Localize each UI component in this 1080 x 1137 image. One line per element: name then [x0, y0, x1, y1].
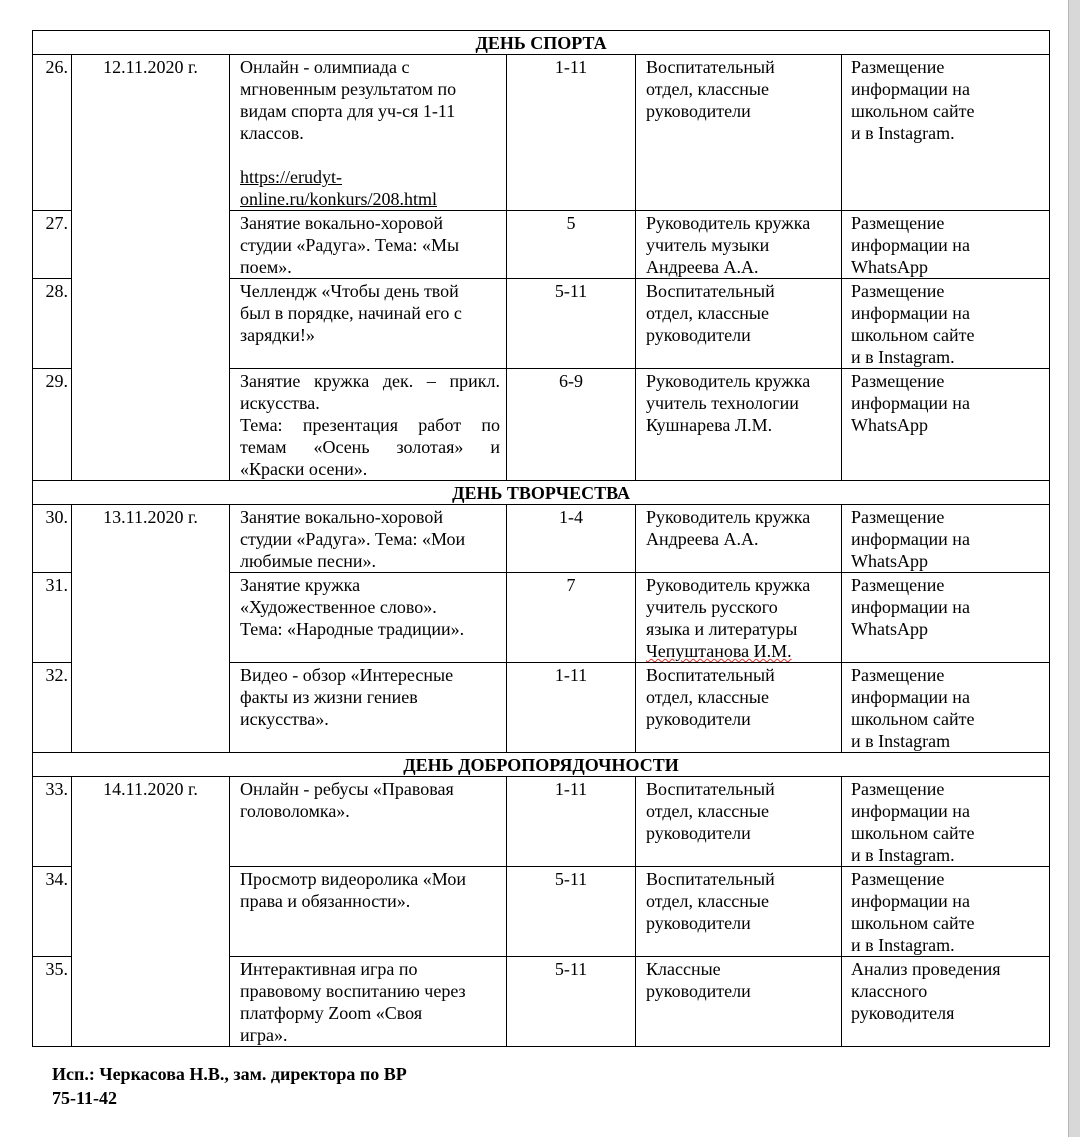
section-header-row — [33, 481, 1050, 505]
output-cell: Размещение информации на школьном сайте и в Instagram — [842, 663, 1050, 753]
responsible-cell: Воспитательный отдел, классные руководители — [636, 867, 842, 957]
section-title: ДЕНЬ ДОБРОПОРЯДОЧНОСТИ — [33, 753, 1050, 777]
grade-cell: 1-11 — [507, 663, 636, 753]
grade-cell: 5-11 — [507, 957, 636, 1047]
row-number: 30. — [33, 505, 72, 573]
events-table — [32, 30, 1050, 1047]
executor-line: Исп.: Черкасова Н.В., зам. директора по ВР — [52, 1064, 407, 1084]
table-row — [33, 55, 1050, 211]
grade-cell: 5-11 — [507, 279, 636, 369]
output-cell: Размещение информации на WhatsApp — [842, 211, 1050, 279]
row-number: 31. — [33, 573, 72, 663]
event-description: Челлендж «Чтобы день твой был в порядке, начинай его с зарядки!» — [230, 279, 507, 369]
row-number: 35. — [33, 957, 72, 1047]
responsible-cell: Воспитательный отдел, классные руководители — [636, 663, 842, 753]
table-row — [33, 777, 1050, 867]
responsible-name: Чепуштанова И.М. — [646, 641, 792, 661]
event-date: 13.11.2020 г. — [72, 505, 230, 753]
event-description: Онлайн - ребусы «Правовая головоломка». — [230, 777, 507, 867]
phone-line: 75-11-42 — [52, 1088, 117, 1108]
responsible-cell: Руководитель кружка учитель музыки Андреева А.А. — [636, 211, 842, 279]
section-header-row — [33, 753, 1050, 777]
output-cell: Размещение информации на школьном сайте и в Instagram. — [842, 279, 1050, 369]
row-number: 34. — [33, 867, 72, 957]
grade-cell: 6-9 — [507, 369, 636, 481]
event-description: Онлайн - олимпиада с мгновенным результатом по видам спорта для уч-ся 1-11 классов. — [240, 57, 457, 143]
output-cell: Размещение информации на WhatsApp — [842, 369, 1050, 481]
table-row — [33, 505, 1050, 573]
row-number: 26. — [33, 55, 72, 211]
row-number: 29. — [33, 369, 72, 481]
section-title: ДЕНЬ ТВОРЧЕСТВА — [33, 481, 1050, 505]
grade-cell: 1-11 — [507, 55, 636, 211]
grade-cell: 7 — [507, 573, 636, 663]
section-header-row — [33, 31, 1050, 55]
event-description: Просмотр видеоролика «Мои права и обязанности». — [230, 867, 507, 957]
page-edge — [1068, 0, 1080, 1137]
grade-cell: 1-11 — [507, 777, 636, 867]
output-cell: Размещение информации на WhatsApp — [842, 573, 1050, 663]
responsible-cell — [636, 573, 842, 663]
output-cell: Размещение информации на школьном сайте и в Instagram. — [842, 777, 1050, 867]
row-number: 33. — [33, 777, 72, 867]
responsible-cell: Классные руководители — [636, 957, 842, 1047]
output-cell: Анализ проведения классного руководителя — [842, 957, 1050, 1047]
event-date: 14.11.2020 г. — [72, 777, 230, 1047]
event-cell — [230, 55, 507, 211]
grade-cell: 5 — [507, 211, 636, 279]
event-link[interactable]: https://erudyt- online.ru/konkurs/208.html — [240, 167, 437, 209]
event-description: Интерактивная игра по правовому воспитанию через платформу Zoom «Своя игра». — [230, 957, 507, 1047]
event-description: Занятие вокально-хоровой студии «Радуга». Тема: «Мои любимые песни». — [230, 505, 507, 573]
responsible-role: Руководитель кружка учитель русского языка и литературы — [646, 575, 811, 639]
responsible-cell: Руководитель кружка учитель технологии Кушнарева Л.М. — [636, 369, 842, 481]
event-description: Занятие кружка дек. – прикл. искусства. Тема: презентация работ по темам «Осень золотая» и «Краски осени». — [230, 369, 507, 481]
output-cell: Размещение информации на школьном сайте и в Instagram. — [842, 55, 1050, 211]
row-number: 28. — [33, 279, 72, 369]
output-cell: Размещение информации на школьном сайте и в Instagram. — [842, 867, 1050, 957]
responsible-cell: Воспитательный отдел, классные руководители — [636, 777, 842, 867]
row-number: 32. — [33, 663, 72, 753]
responsible-cell: Воспитательный отдел, классные руководители — [636, 279, 842, 369]
grade-cell: 1-4 — [507, 505, 636, 573]
output-cell: Размещение информации на WhatsApp — [842, 505, 1050, 573]
event-description: Видео - обзор «Интересные факты из жизни гениев искусства». — [230, 663, 507, 753]
footer — [52, 1062, 407, 1110]
responsible-cell: Воспитательный отдел, классные руководители — [636, 55, 842, 211]
responsible-cell: Руководитель кружка Андреева А.А. — [636, 505, 842, 573]
event-date: 12.11.2020 г. — [72, 55, 230, 481]
row-number: 27. — [33, 211, 72, 279]
event-description: Занятие кружка «Художественное слово». Тема: «Народные традиции». — [230, 573, 507, 663]
grade-cell: 5-11 — [507, 867, 636, 957]
event-description: Занятие вокально-хоровой студии «Радуга». Тема: «Мы поем». — [230, 211, 507, 279]
section-title: ДЕНЬ СПОРТА — [33, 31, 1050, 55]
